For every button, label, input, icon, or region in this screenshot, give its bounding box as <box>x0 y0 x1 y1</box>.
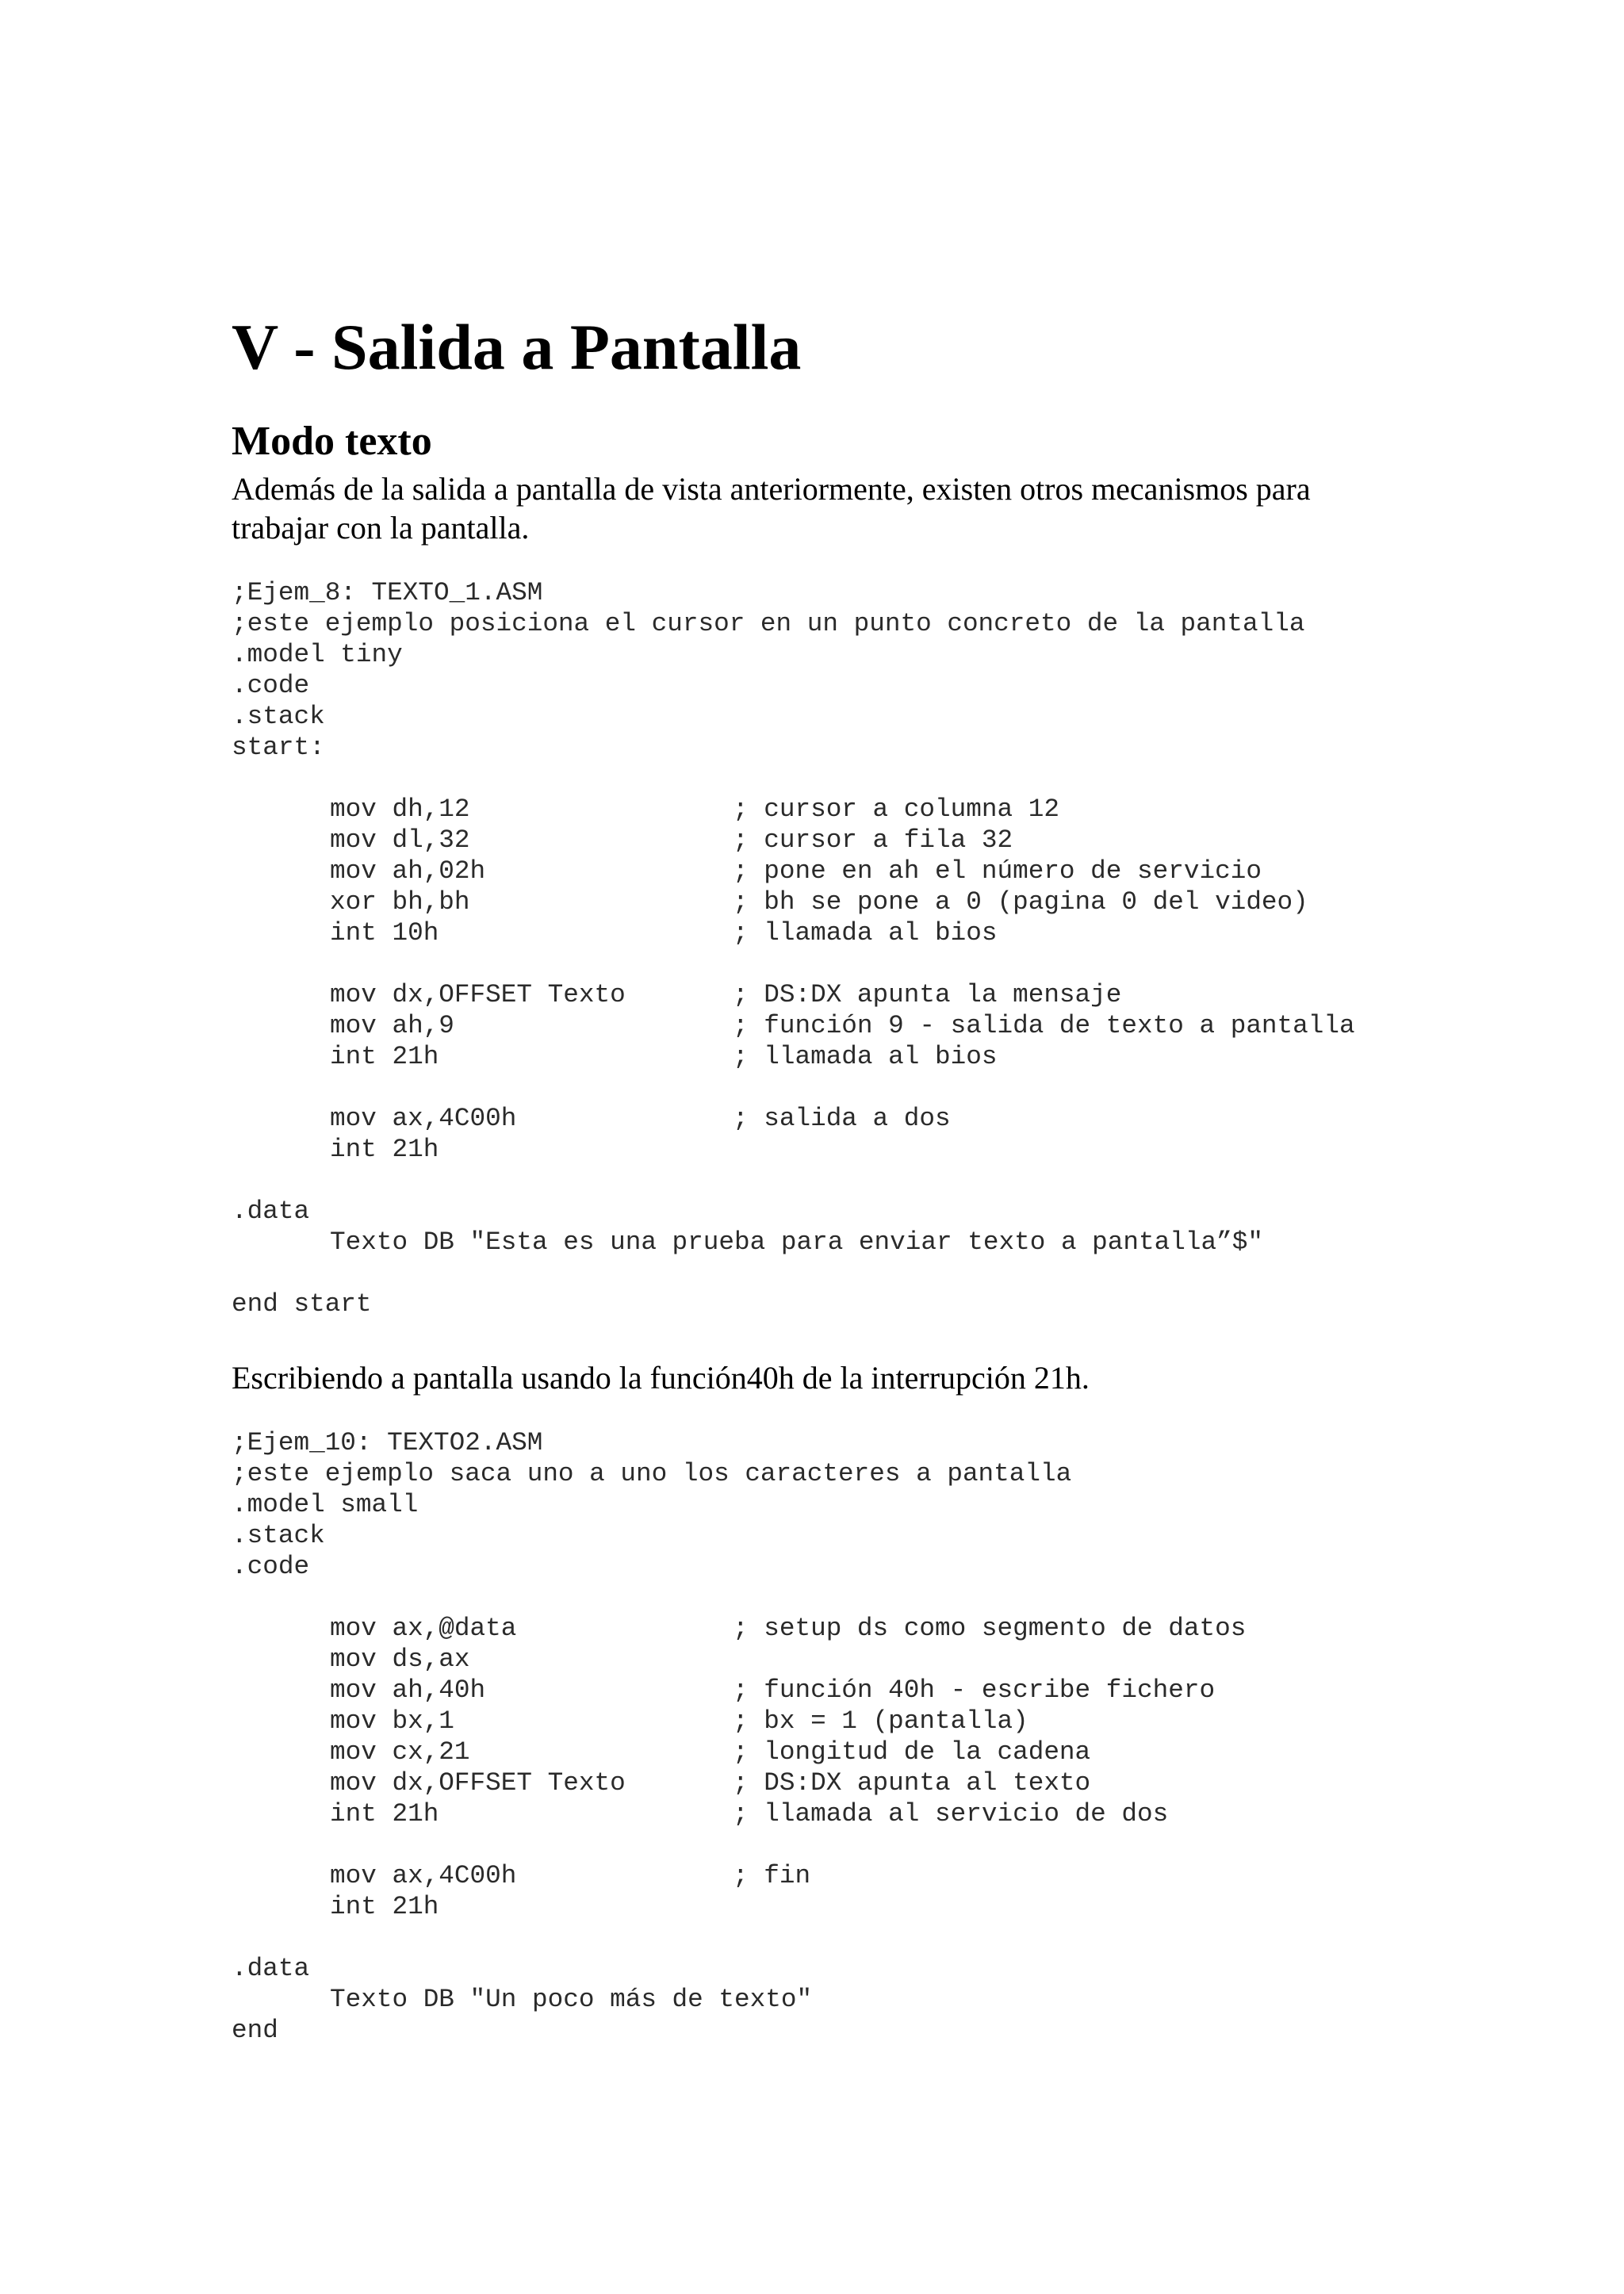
code-instruction: mov ax,4C00h <box>330 1861 517 1890</box>
code-text: end start <box>232 1289 372 1319</box>
intro-line: trabajar con la pantalla. <box>232 510 530 546</box>
code-text: ;Ejem_10: TEXTO2.ASM <box>232 1428 543 1457</box>
code-instruction: mov dx,OFFSET Texto <box>330 1768 626 1798</box>
chapter-title: V - Salida a Pantalla <box>232 311 802 383</box>
code-instruction: mov ax,@data <box>330 1614 517 1643</box>
code-text: .stack <box>232 1521 325 1550</box>
code-instruction: mov cx,21 <box>330 1737 470 1767</box>
code-text: Texto DB "Esta es una prueba para enviar texto a pantalla”$" <box>330 1227 1263 1257</box>
code-comment: ; función 9 - salida de texto a pantalla <box>733 1011 1355 1040</box>
code-text: .code <box>232 671 310 700</box>
code-text: end <box>232 2016 278 2045</box>
code-comment: ; bh se pone a 0 (pagina 0 del video) <box>733 887 1308 917</box>
code-text: start: <box>232 733 325 762</box>
code-text: .stack <box>232 702 325 731</box>
code-instruction: int 21h <box>330 1135 439 1164</box>
code-comment: ; llamada al servicio de dos <box>733 1799 1169 1829</box>
code-comment: ; longitud de la cadena <box>733 1737 1091 1767</box>
code-text: .data <box>232 1954 310 1983</box>
section-title: Modo texto <box>232 419 432 464</box>
code-comment: ; función 40h - escribe fichero <box>733 1676 1216 1705</box>
code-instruction: mov ah,40h <box>330 1676 486 1705</box>
code-comment: ; DS:DX apunta la mensaje <box>733 980 1122 1009</box>
code-text: ;este ejemplo saca uno a uno los caracteres a pantalla <box>232 1459 1072 1488</box>
code-instruction: mov ah,9 <box>330 1011 454 1040</box>
code-text: Texto DB "Un poco más de texto" <box>330 1985 813 2014</box>
code-instruction: mov bx,1 <box>330 1706 454 1736</box>
code-instruction: xor bh,bh <box>330 887 470 917</box>
code-text: ;Ejem_8: TEXTO_1.ASM <box>232 578 543 607</box>
code-text: .code <box>232 1552 310 1581</box>
intro-line: Además de la salida a pantalla de vista anteriormente, existen otros mecanismos para <box>232 471 1311 507</box>
code-comment: ; cursor a fila 32 <box>733 825 1013 855</box>
code-comment: ; llamada al bios <box>733 1042 998 1071</box>
code-instruction: int 21h <box>330 1892 439 1921</box>
code-instruction: mov dl,32 <box>330 825 470 855</box>
code-comment: ; pone en ah el número de servicio <box>733 856 1262 886</box>
code-comment: ; salida a dos <box>733 1104 951 1133</box>
paragraph-funcion-40h: Escribiendo a pantalla usando la función40h de la interrupción 21h. <box>232 1360 1090 1396</box>
code-instruction: mov ds,ax <box>330 1645 470 1674</box>
code-instruction: int 21h <box>330 1799 439 1829</box>
code-comment: ; llamada al bios <box>733 918 998 948</box>
code-text: ;este ejemplo posiciona el cursor en un punto concreto de la pantalla <box>232 609 1305 638</box>
intro-paragraph <box>232 469 1311 547</box>
code-instruction: mov dh,12 <box>330 795 470 824</box>
code-instruction: int 21h <box>330 1042 439 1071</box>
code-comment: ; fin <box>733 1861 811 1890</box>
code-comment: ; setup ds como segmento de datos <box>733 1614 1247 1643</box>
code-text: .model tiny <box>232 640 403 669</box>
code-comment: ; bx = 1 (pantalla) <box>733 1706 1028 1736</box>
code-instruction: mov dx,OFFSET Texto <box>330 980 626 1009</box>
code-text: .data <box>232 1197 310 1226</box>
code-comment: ; DS:DX apunta al texto <box>733 1768 1091 1798</box>
code-comment: ; cursor a columna 12 <box>733 795 1059 824</box>
code-instruction: mov ax,4C00h <box>330 1104 517 1133</box>
code-instruction: int 10h <box>330 918 439 948</box>
code-text: .model small <box>232 1490 419 1519</box>
code-instruction: mov ah,02h <box>330 856 486 886</box>
